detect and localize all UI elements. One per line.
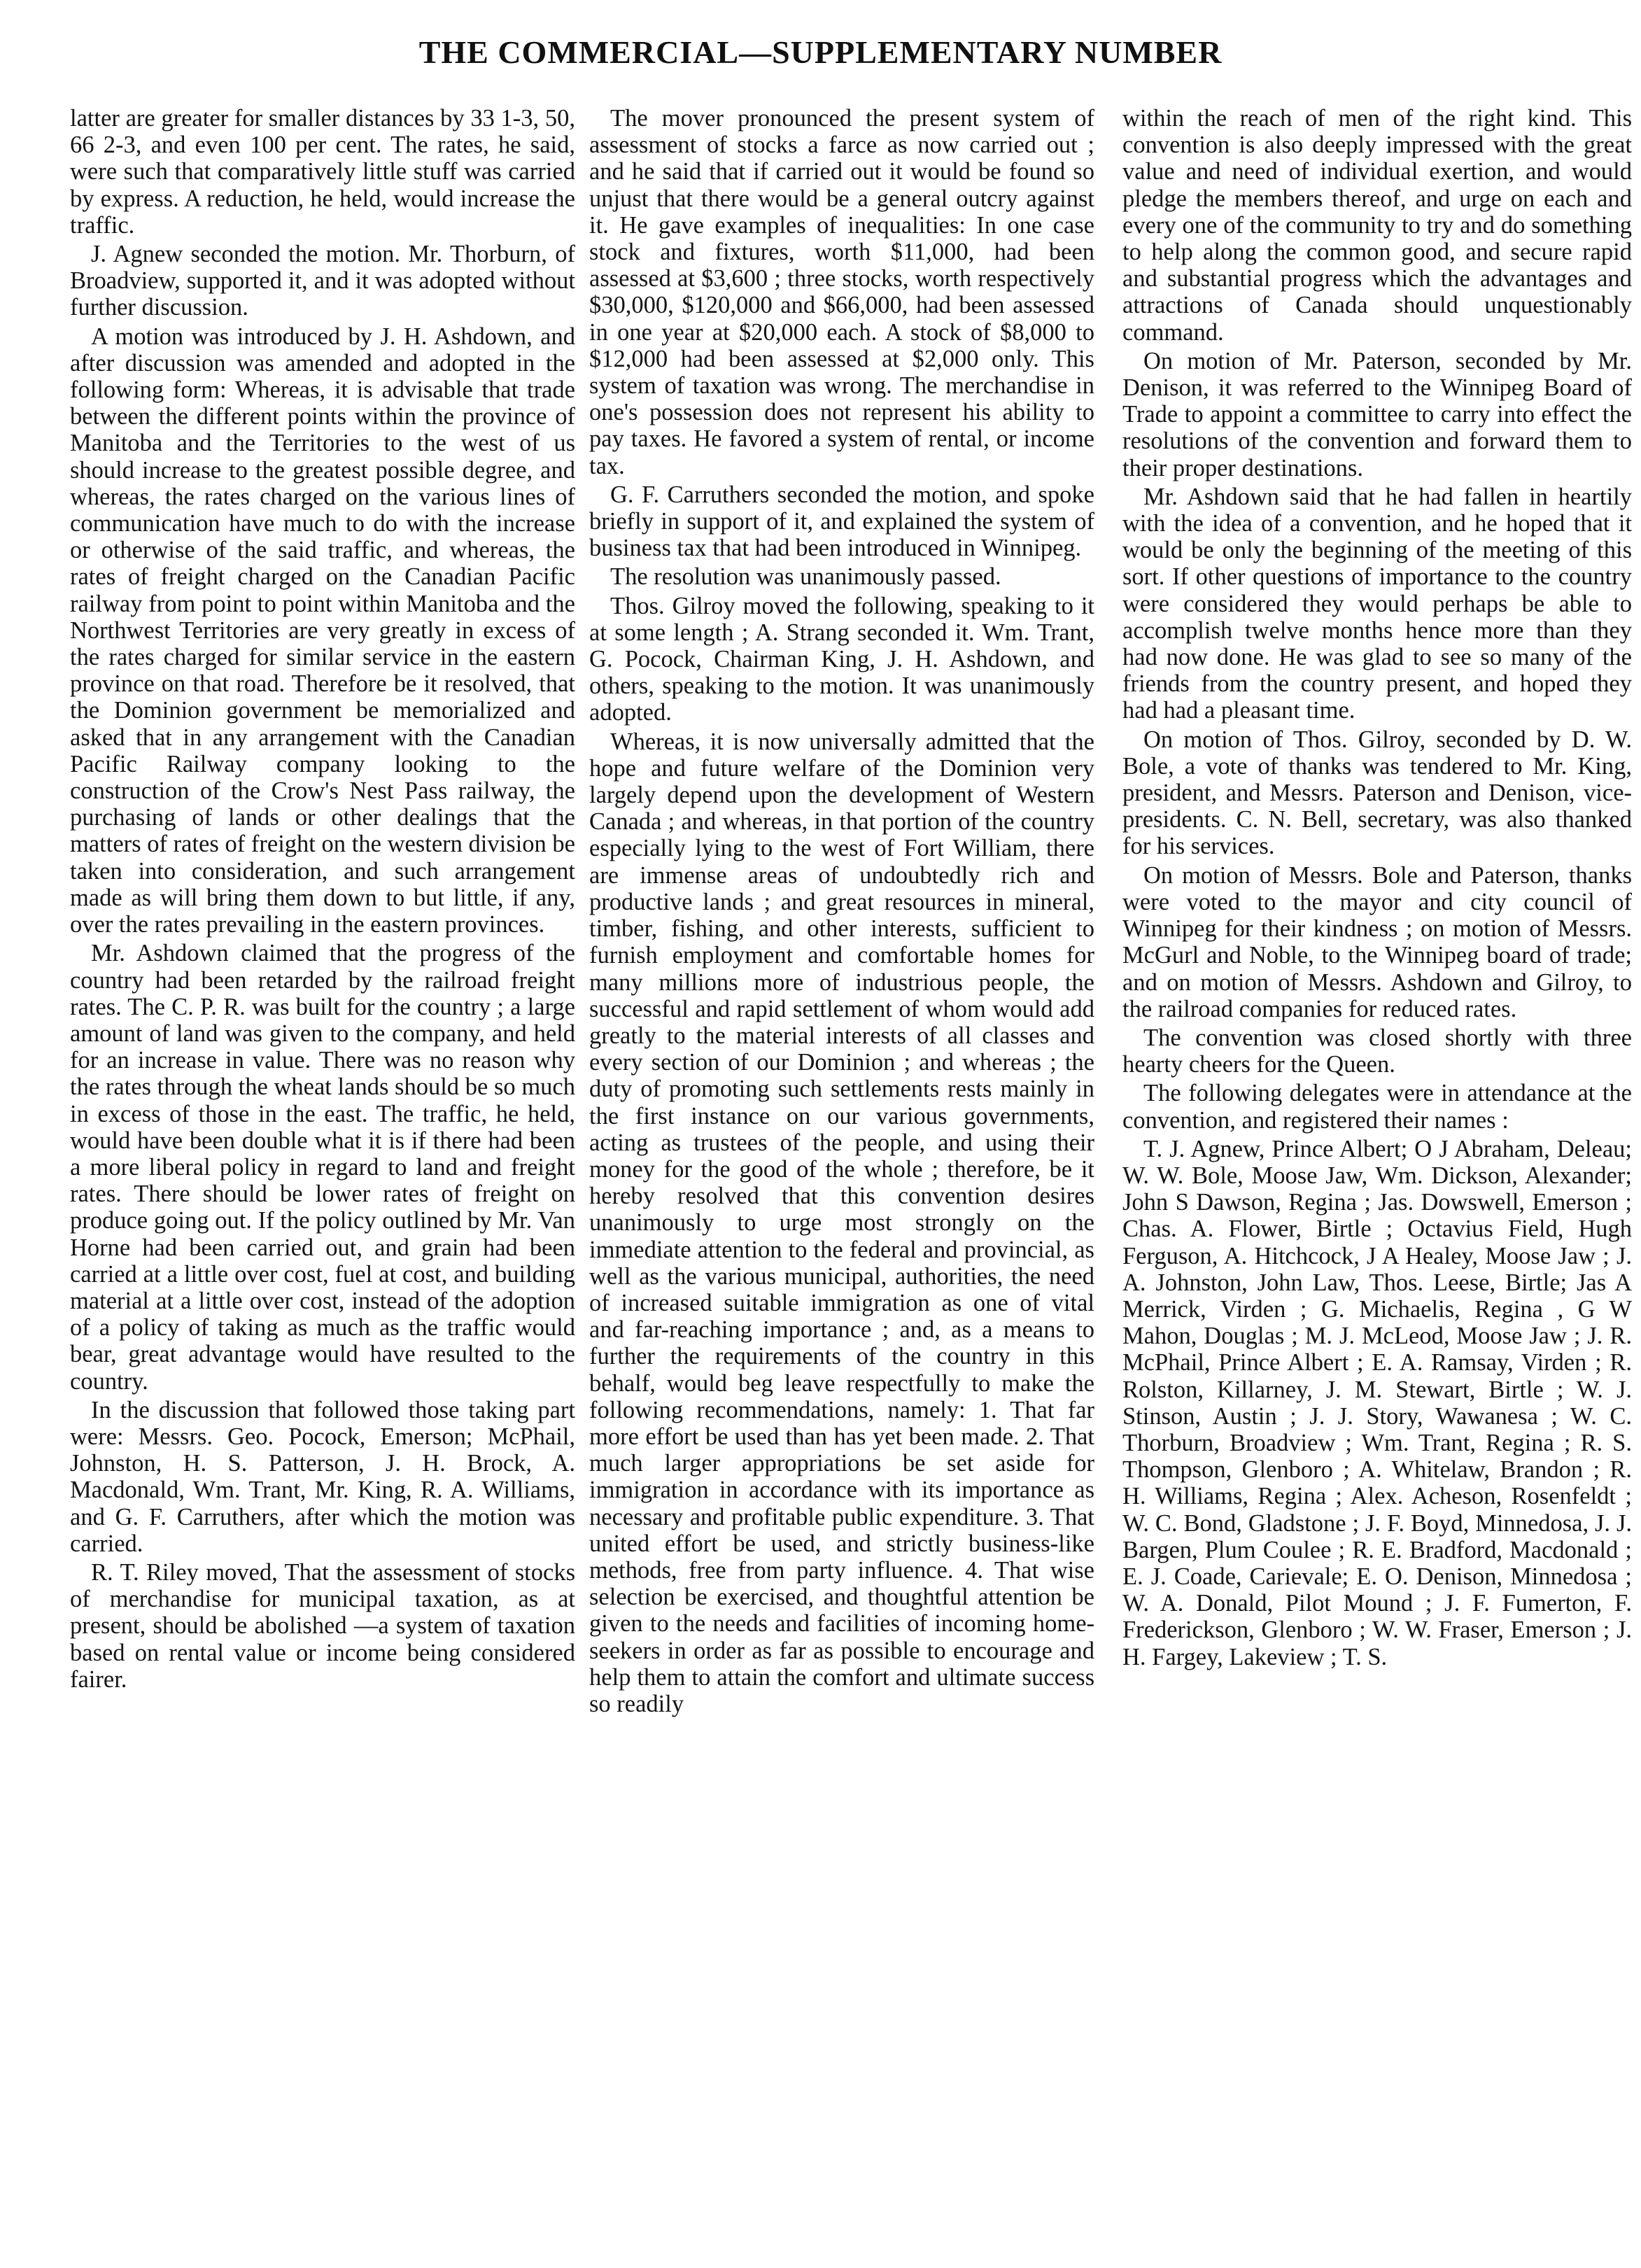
- paragraph: On motion of Thos. Gilroy, seconded by D. W. Bole, a vote of thanks was tendered to Mr. King, president, and Messrs. Paterson and Denison, vice-presidents. C. N. Bell, secretary, was also thanked for his services.: [1122, 726, 1632, 860]
- column-3: [1122, 105, 1632, 2253]
- paragraph: On motion of Mr. Paterson, seconded by Mr. Denison, it was referred to the Winnipeg Board of Trade to appoint a committee to carry into effect the resolutions of the convention and forward them to their proper destinations.: [1122, 347, 1632, 481]
- paragraph: latter are greater for smaller distances by 33 1-3, 50, 66 2-3, and even 100 per cent. The rates, he said, were such that comparatively little stuff was carried by express. A reduction, he held, would increase the traffic.: [70, 105, 575, 239]
- column-1: [70, 105, 575, 2253]
- paragraph: The resolution was unanimously passed.: [610, 563, 1001, 591]
- paragraph: The mover pronounced the present system of assessment of stocks a farce as now carried out ; and he said that if carried out it would be found so unjust that there would be a general outcry against it. He gave examples of inequalities: In one case stock and fixtures, worth $11,000, had been assessed at $3,600 ; three stocks, worth respectively $30,000, $120,000 and $66,000, had been assessed in one year at $20,000 each. A stock of $8,000 to $12,000 had been assessed at $2,000 only. This system of taxation was wrong. The merchandise in one's possession does not represent his ability to pay taxes. He favored a system of rental, or income tax.: [589, 105, 1094, 479]
- column-2: [589, 105, 1094, 2253]
- paragraph: Mr. Ashdown claimed that the progress of the country had been retarded by the railroad freight rates. The C. P. R. was built for the country ; a large amount of land was given to the company, and held for an increase in value. There was no reason why the rates through the wheat lands should be so much in excess of those in the east. The traffic, he held, would have been double what it is if there had been a more liberal policy in regard to land and freight rates. There should be lower rates of freight on produce going out. If the policy outlined by Mr. Van Horne had been carried out, and grain had been carried at a little over cost, fuel at cost, and building material at a little over cost, instead of the adoption of a policy of taking as much as the traffic would bear, great advantage would have resulted to the country.: [70, 940, 575, 1395]
- paragraph: The following delegates were in attendance at the convention, and registered their names :: [1122, 1080, 1632, 1134]
- paragraph: R. T. Riley moved, That the assessment of stocks of merchandise for municipal taxation, as at present, should be abolished —a system of taxation based on rental value or income being considered fairer.: [70, 1558, 575, 1693]
- masthead: THE COMMERCIAL—SUPPLEMENTARY NUMBER: [418, 34, 1223, 70]
- paragraph: J. Agnew seconded the motion. Mr. Thorburn, of Broadview, supported it, and it was adopted without further discussion.: [70, 241, 575, 321]
- delegate-list: T. J. Agnew, Prince Albert; O J Abraham, Deleau; W. W. Bole, Moose Jaw, Wm. Dickson, Alexander; John S Dawson, Regina ; Jas. Dowswell, Emerson ; Chas. A. Flower, Birtle ; Octavius Field, Hugh Ferguson, A. Hitchcock, J A Healey, Moose Jaw ; J. A. Johnston, John Law, Thos. Leese, Birtle; Jas A Merrick, Virden ; G. Michaelis, Regina , G W Mahon, Douglas ; M. J. McLeod, Moose Jaw ; J. R. McPhail, Prince Albert ; E. A. Ramsay, Virden ; R. Rolston, Killarney, J. M. Stewart, Birtle ; W. J. Stinson, Austin ; J. J. Story, Wawanesa ; W. C. Thorburn, Broadview ; Wm. Trant, Regina ; R. S. Thompson, Glenboro ; A. Whitelaw, Brandon ; R. H. Williams, Regina ; Alex. Acheson, Rosenfeldt ; W. C. Bond, Gladstone ; J. F. Boyd, Minnedosa, J. J. Bargen, Plum Coulee ; R. E. Bradford, Macdonald ; E. J. Coade, Carievale; E. O. Denison, Minnedosa ; W. A. Donald, Pilot Mound ; J. F. Fumerton, F. Frederickson, Glenboro ; W. W. Fraser, Emerson ; J. H. Fargey, Lakeview ; T. S.: [1122, 1135, 1632, 1670]
- paragraph: A motion was introduced by J. H. Ashdown, and after discussion was amended and adopted in the following form: Whereas, it is advisable that trade between the different points within the province of Manitoba and the Territories to the west of us should increase to the greatest possible degree, and whereas, the rates charged on the various lines of communication have much to do with the increase or otherwise of the said traffic, and whereas, the rates of freight charged on the Canadian Pacific railway from point to point within Manitoba and the Northwest Territories are very greatly in excess of the rates charged for similar service in the eastern province on that road. Therefore be it resolved, that the Dominion government be memorialized and asked that in any arrangement with the Canadian Pacific Railway company looking to the construction of the Crow's Nest Pass railway, the purchasing of lands or other dealings that the matters of rates of freight on the western division be taken into consideration, and such arrangement made as will bring them down to but little, if any, over the rates prevailing in the eastern provinces.: [70, 323, 575, 938]
- paragraph: within the reach of men of the right kind. This convention is also deeply impressed with the great value and need of individual exertion, and would pledge the members thereof, and urge on each and every one of the community to try and do something to help along the common good, and secure rapid and substantial progress which the advantages and attractions of Canada should unquestionably command.: [1122, 105, 1632, 346]
- paragraph: Whereas, it is now universally admitted that the hope and future welfare of the Dominion very largely depend upon the development of Western Canada ; and whereas, in that portion of the country especially lying to the west of Fort William, there are immense areas of undoubtedly rich and productive lands ; and great resources in mineral, timber, fishing, and other interests, sufficient to furnish employment and comfortable homes for many millions more of industrious people, the successful and rapid settlement of whom would add greatly to the material interests of all classes and every section of our Dominion ; and whereas ; the duty of promoting such settlements rests mainly in the first instance on our various governments, acting as trustees of the people, and using their money for the good of the whole ; therefore, be it hereby resolved that this convention desires unanimously to urge most strongly on the immediate attention to the federal and provincial, as well as the various municipal, authorities, the need of increased suitable immigration as one of vital and far-reaching importance ; and, as a means to further the requirements of the country in this behalf, would beg leave respectfully to make the following recommendations, namely: 1. That far more effort be used than has yet been made. 2. That much larger appropriations be set aside for immigration in accordance with its importance as necessary and profitable public expenditure. 3. That united effort be used, and strictly business-like methods, free from party influence. 4. That wise selection be exercised, and thoughtful attention be given to the needs and facilities of incoming home-seekers in order as far as possible to encourage and help them to attain the comfort and ultimate success so readily: [589, 728, 1094, 1717]
- paragraph: Thos. Gilroy moved the following, speaking to it at some length ; A. Strang seconded it. Wm. Trant, G. Pocock, Chairman King, J. H. Ashdown, and others, speaking to the motion. It was unanimously adopted.: [589, 592, 1094, 726]
- paragraph: On motion of Messrs. Bole and Paterson, thanks were voted to the mayor and city council of Winnipeg for their kindness ; on motion of Messrs. McGurl and Noble, to the Winnipeg board of trade; and on motion of Messrs. Ashdown and Gilroy, to the railroad companies for reduced rates.: [1122, 861, 1632, 1022]
- paragraph: Mr. Ashdown said that he had fallen in heartily with the idea of a convention, and he hoped that it would be only the beginning of the meeting of this sort. If other questions of importance to the country were considered they would perhaps be able to accomplish twelve months hence more than they had now done. He was glad to see so many of the friends from the country present, and hoped they had had a pleasant time.: [1122, 483, 1632, 724]
- paragraph: In the discussion that followed those taking part were: Messrs. Geo. Pocock, Emerson; McPhail, Johnston, H. S. Patterson, J. H. Brock, A. Macdonald, Wm. Trant, Mr. King, R. A. Williams, and G. F. Carruthers, after which the motion was carried.: [70, 1396, 575, 1557]
- paragraph: The convention was closed shortly with three hearty cheers for the Queen.: [1122, 1024, 1632, 1078]
- paragraph: G. F. Carruthers seconded the motion, and spoke briefly in support of it, and explained the system of business tax that had been introduced in Winnipeg.: [589, 481, 1094, 562]
